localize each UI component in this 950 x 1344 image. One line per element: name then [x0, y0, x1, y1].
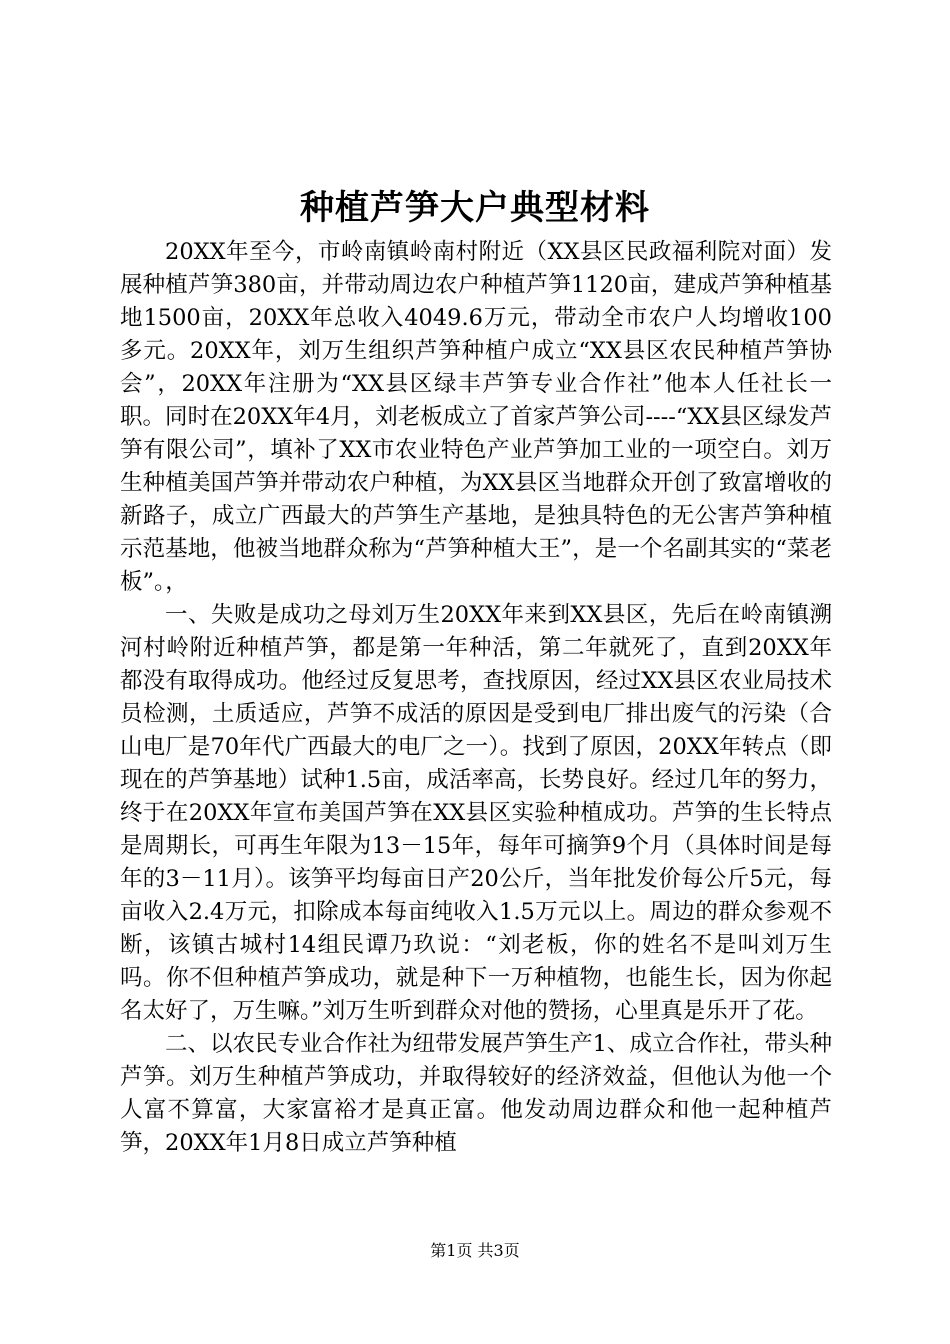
- document-body: [120, 236, 832, 1160]
- paragraph-section-1: 一、失败是成功之母刘万生20XX年来到XX县区，先后在岭南镇溯河村岭附近种植芦笋，都是第一年种活，第二年就死了，直到20XX年都没有取得成功。他经过反复思考，查找原因，经过XX县区农业局技术员检测，土质适应，芦笋不成活的原因是受到电厂排出废气的污染（合山电厂是70年代广西最大的电厂之一）。找到了原因，20XX年转点（即现在的芦笋基地）试种1.5亩，成活率高，长势良好。经过几年的努力，终于在20XX年宣布美国芦笋在XX县区实验种植成功。芦笋的生长特点是周期长，可再生年限为13－15年，每年可摘笋9个月（具体时间是每年的3－11月）。该笋平均每亩日产20公斤，当年批发价每公斤5元，每亩收入2.4万元，扣除成本每亩纯收入1.5万元以上。周边的群众参观不断，该镇古城村14组民谭乃玖说：“刘老板，你的姓名不是叫刘万生吗。你不但种植芦笋成功，就是种下一万种植物，也能生长，因为你起名太好了，万生嘛。”刘万生听到群众对他的赞扬，心里真是乐开了花。: [120, 602, 832, 1024]
- document-title: 种植芦笋大户典型材料: [300, 188, 650, 228]
- paragraph-section-2: 二、以农民专业合作社为纽带发展芦笋生产1、成立合作社，带头种芦笋。刘万生种植芦笋成功，并取得较好的经济效益，但他认为他一个人富不算富，大家富裕才是真正富。他发动周边群众和他一起种植芦笋，20XX年1月8日成立芦笋种植: [120, 1031, 832, 1156]
- page-footer: 第1页 共3页: [430, 1241, 520, 1260]
- paragraph-intro: 20XX年至今，市岭南镇岭南村附近（XX县区民政福利院对面）发展种植芦笋380亩，并带动周边农户种植芦笋1120亩，建成芦笋种植基地1500亩，20XX年总收入4049.6万元，带动全市农户人均增收100多元。20XX年，刘万生组织芦笋种植户成立“XX县区农民种植芦笋协会”，20XX年注册为“XX县区绿丰芦笋专业合作社”他本人任社长一职。同时在20XX年4月，刘老板成立了首家芦笋公司----“XX县区绿发芦笋有限公司”，填补了XX市农业特色产业芦笋加工业的一项空白。刘万生种植美国芦笋并带动农户种植，为XX县区当地群众开创了致富增收的新路子，成立广西最大的芦笋生产基地，是独具特色的无公害芦笋种植示范基地，他被当地群众称为“芦笋种植大王”，是一个名副其实的“菜老板”。，: [120, 239, 832, 595]
